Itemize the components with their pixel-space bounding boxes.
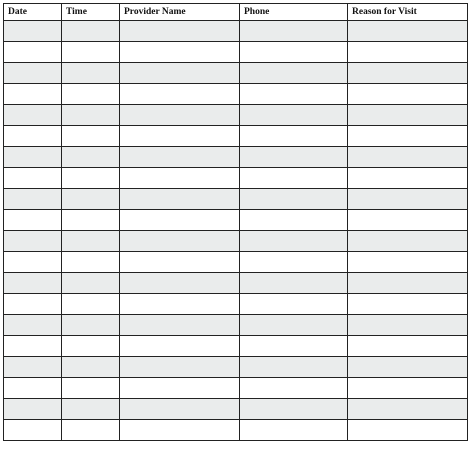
reason-for-visit-cell[interactable] [348, 336, 468, 357]
table-row [4, 357, 468, 378]
reason-for-visit-cell[interactable] [348, 126, 468, 147]
table-row [4, 84, 468, 105]
date-cell[interactable] [4, 147, 62, 168]
phone-cell[interactable] [240, 231, 348, 252]
reason-for-visit-cell[interactable] [348, 273, 468, 294]
time-cell[interactable] [62, 420, 120, 441]
table-row [4, 273, 468, 294]
reason-for-visit-cell[interactable] [348, 105, 468, 126]
visit-log-table [3, 3, 468, 441]
table-row [4, 420, 468, 441]
phone-cell[interactable] [240, 252, 348, 273]
phone-cell[interactable] [240, 84, 348, 105]
provider-name-cell[interactable] [120, 84, 240, 105]
phone-cell[interactable] [240, 42, 348, 63]
table-row [4, 168, 468, 189]
provider-name-cell[interactable] [120, 63, 240, 84]
provider-name-cell[interactable] [120, 252, 240, 273]
provider-name-cell[interactable] [120, 105, 240, 126]
date-cell[interactable] [4, 210, 62, 231]
phone-cell[interactable] [240, 63, 348, 84]
table-row [4, 126, 468, 147]
date-cell[interactable] [4, 294, 62, 315]
time-cell[interactable] [62, 378, 120, 399]
provider-name-cell[interactable] [120, 42, 240, 63]
reason-for-visit-cell[interactable] [348, 252, 468, 273]
time-cell[interactable] [62, 357, 120, 378]
time-cell[interactable] [62, 21, 120, 42]
reason-for-visit-cell[interactable] [348, 147, 468, 168]
reason-for-visit-cell[interactable] [348, 210, 468, 231]
date-cell[interactable] [4, 21, 62, 42]
date-cell[interactable] [4, 378, 62, 399]
time-cell[interactable] [62, 231, 120, 252]
phone-cell[interactable] [240, 378, 348, 399]
time-cell[interactable] [62, 63, 120, 84]
table-row [4, 378, 468, 399]
date-cell[interactable] [4, 315, 62, 336]
phone-cell[interactable] [240, 189, 348, 210]
provider-name-cell[interactable] [120, 357, 240, 378]
phone-cell[interactable] [240, 105, 348, 126]
time-cell[interactable] [62, 42, 120, 63]
reason-for-visit-cell[interactable] [348, 84, 468, 105]
table-row [4, 231, 468, 252]
header-row [4, 4, 468, 21]
column-header-time: Time [62, 4, 120, 21]
table-row [4, 315, 468, 336]
table-header [4, 4, 468, 21]
date-cell[interactable] [4, 336, 62, 357]
table-row [4, 210, 468, 231]
reason-for-visit-cell[interactable] [348, 168, 468, 189]
phone-cell[interactable] [240, 357, 348, 378]
time-cell[interactable] [62, 273, 120, 294]
table-row [4, 21, 468, 42]
provider-name-cell[interactable] [120, 294, 240, 315]
provider-name-cell[interactable] [120, 315, 240, 336]
table-row [4, 105, 468, 126]
phone-cell[interactable] [240, 168, 348, 189]
phone-cell[interactable] [240, 336, 348, 357]
time-cell[interactable] [62, 315, 120, 336]
reason-for-visit-cell[interactable] [348, 294, 468, 315]
time-cell[interactable] [62, 168, 120, 189]
phone-cell[interactable] [240, 21, 348, 42]
column-header-phone: Phone [240, 4, 348, 21]
time-cell[interactable] [62, 399, 120, 420]
reason-for-visit-cell[interactable] [348, 378, 468, 399]
date-cell[interactable] [4, 420, 62, 441]
provider-name-cell[interactable] [120, 126, 240, 147]
time-cell[interactable] [62, 294, 120, 315]
table-body [4, 21, 468, 441]
date-cell[interactable] [4, 189, 62, 210]
time-cell[interactable] [62, 147, 120, 168]
phone-cell[interactable] [240, 420, 348, 441]
reason-for-visit-cell[interactable] [348, 420, 468, 441]
reason-for-visit-cell[interactable] [348, 399, 468, 420]
date-cell[interactable] [4, 105, 62, 126]
provider-name-cell[interactable] [120, 420, 240, 441]
date-cell[interactable] [4, 357, 62, 378]
provider-name-cell[interactable] [120, 147, 240, 168]
date-cell[interactable] [4, 399, 62, 420]
time-cell[interactable] [62, 126, 120, 147]
table-row [4, 252, 468, 273]
column-header-reason-for-visit: Reason for Visit [348, 4, 468, 21]
phone-cell[interactable] [240, 399, 348, 420]
date-cell[interactable] [4, 273, 62, 294]
date-cell[interactable] [4, 168, 62, 189]
reason-for-visit-cell[interactable] [348, 21, 468, 42]
reason-for-visit-cell[interactable] [348, 231, 468, 252]
reason-for-visit-cell[interactable] [348, 63, 468, 84]
time-cell[interactable] [62, 84, 120, 105]
table-row [4, 147, 468, 168]
phone-cell[interactable] [240, 315, 348, 336]
table-row [4, 189, 468, 210]
date-cell[interactable] [4, 231, 62, 252]
phone-cell[interactable] [240, 147, 348, 168]
table-row [4, 63, 468, 84]
column-header-date: Date [4, 4, 62, 21]
column-header-provider-name: Provider Name [120, 4, 240, 21]
phone-cell[interactable] [240, 210, 348, 231]
date-cell[interactable] [4, 126, 62, 147]
phone-cell[interactable] [240, 126, 348, 147]
provider-name-cell[interactable] [120, 210, 240, 231]
time-cell[interactable] [62, 252, 120, 273]
provider-name-cell[interactable] [120, 336, 240, 357]
table-row [4, 294, 468, 315]
table-row [4, 42, 468, 63]
table-row [4, 336, 468, 357]
phone-cell[interactable] [240, 273, 348, 294]
date-cell[interactable] [4, 252, 62, 273]
time-cell[interactable] [62, 336, 120, 357]
provider-name-cell[interactable] [120, 168, 240, 189]
reason-for-visit-cell[interactable] [348, 357, 468, 378]
table-row [4, 399, 468, 420]
time-cell[interactable] [62, 105, 120, 126]
provider-name-cell[interactable] [120, 273, 240, 294]
reason-for-visit-cell[interactable] [348, 42, 468, 63]
provider-name-cell[interactable] [120, 189, 240, 210]
date-cell[interactable] [4, 84, 62, 105]
phone-cell[interactable] [240, 294, 348, 315]
provider-name-cell[interactable] [120, 231, 240, 252]
date-cell[interactable] [4, 42, 62, 63]
time-cell[interactable] [62, 210, 120, 231]
time-cell[interactable] [62, 189, 120, 210]
provider-name-cell[interactable] [120, 399, 240, 420]
provider-name-cell[interactable] [120, 378, 240, 399]
reason-for-visit-cell[interactable] [348, 189, 468, 210]
reason-for-visit-cell[interactable] [348, 315, 468, 336]
date-cell[interactable] [4, 63, 62, 84]
provider-name-cell[interactable] [120, 21, 240, 42]
